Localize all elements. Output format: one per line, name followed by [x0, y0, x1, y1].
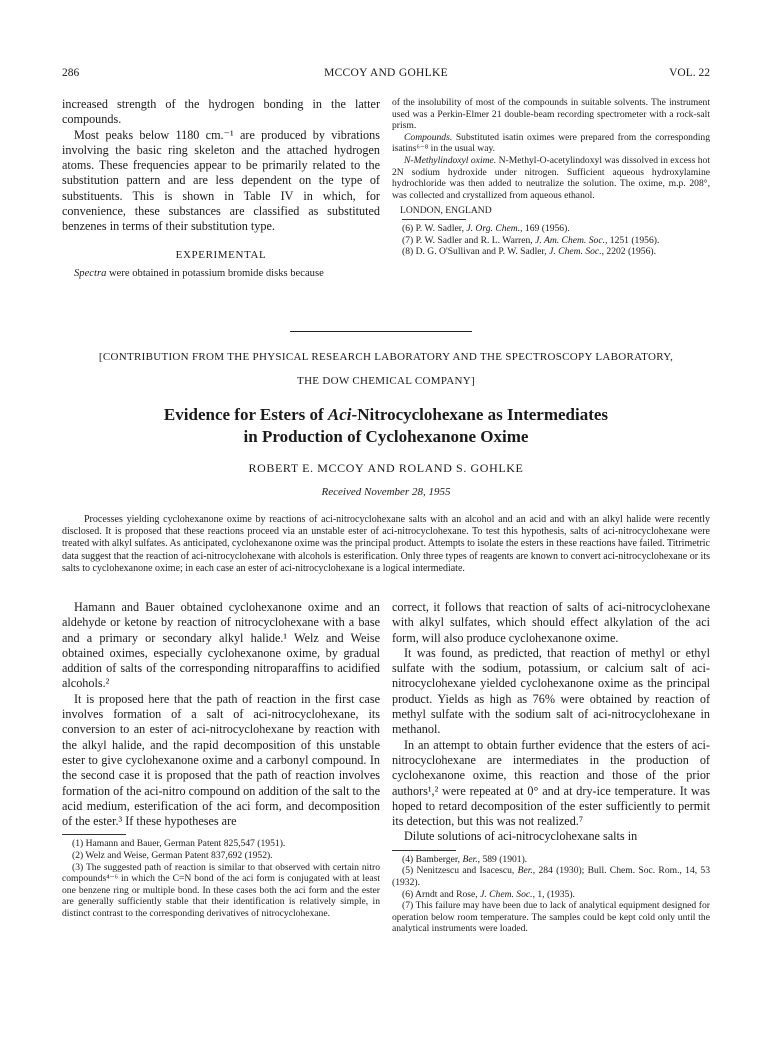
footnote-item: (3) The suggested path of reaction is similar to that observed with certain nitro compounds⁴⁻⁶ in which the C=N bond of the aci form is conjugated with at least one benzene ring or multiple bond. In these cases both the aci form and the ester are generally sufficiently stable that their identification is relatively simple, in distinct contrast to the corresponding derivatives of nitrocyclohexane. [62, 861, 380, 920]
methylindoxyl-text: N-Methyl-O-acetylindoxyl was dissolved in excess hot 2N sodium hydroxide under nitrogen. Sufficient aqueous hydroxylamine hydrochloride was then added to neutralize the solution. The oxime, m.p. 208°, was collected and crystallized from aqueous ethanol. [392, 154, 711, 201]
experimental-heading: EXPERIMENTAL [175, 248, 267, 261]
reference-item: (7) P. W. Sadler and R. L. Warren, J. Am. Chem. Soc., 1251 (1956). [402, 234, 660, 246]
paragraph: In an attempt to obtain further evidence that the esters of aci-nitrocyclohexane are intermediates in the production of cyclohexanone oxime, this reaction and those of the prior authors¹,² were repeated at 0° and at dry-ice temperature. It was hoped to retard decomposition of the ester sufficiently to permit its detection, but this was not realized.⁷ [392, 737, 710, 829]
references-rule [402, 219, 466, 220]
paragraph: Most peaks below 1180 cm.⁻¹ are produced by vibrations involving the basic ring skeleton and the attached hydrogen atoms. These frequencies appear to be primarily related to the substitution pattern and are less dependent on the type of substituents. This is shown in Table IV in which, for convenience, these substances are classified as substituted benzenes in terms of their substitution type. [62, 127, 380, 234]
paragraph: It was found, as predicted, that reaction of methyl or ethyl sulfate with the sodium, potassium, or calcium salt of aci-nitrocyclohexane yielded cyclohexanone oxime as the principal product. Yields as high as 76% were obtained by reaction of methyl sulfate with the sodium salt of aci-nitrocyclohexane in methanol. [392, 645, 710, 737]
compounds-term: Compounds. [404, 131, 453, 143]
footnote-item: (2) Welz and Weise, German Patent 837,692 (1952). [72, 850, 273, 862]
author-conjunction: AND [367, 461, 396, 475]
contribution-line: THE DOW CHEMICAL COMPANY] [297, 375, 475, 387]
received-date: Received November 28, 1955 [321, 486, 451, 498]
footnote-rule [392, 850, 456, 851]
article-left-column [62, 600, 380, 920]
footnote-rule [62, 834, 126, 835]
paragraph [392, 155, 710, 201]
paragraph: Hamann and Bauer obtained cyclohexanone oxime and an aldehyde or ketone by reaction of nitrocyclohexane with a base and a primary or secondary alkyl halide.¹ Welz and Weise obtained oximes, especially cyclohexanone oxime, by gradual addition of salts of the corresponding nitroparaffins to acidified alcohols.² [62, 600, 380, 691]
paragraph: It is proposed here that the path of reaction in the first case involves formation of a salt of aci-nitrocyclohexane, its conversion to an ester of aci-nitrocyclohexane by reaction with the alkyl halide, and the rapid decomposition of this unstable ester to give cyclohexanone oxime and a carbonyl compound. In the second case it is proposed that the path of reaction involves formation of the aci-nitro compound on addition of the salt to the acid medium, esterification of the aci form, and decomposition of the ester.³ If these hypotheses are [62, 691, 380, 829]
paragraph: correct, it follows that reaction of salts of aci-nitrocyclohexane with alkyl sulfates, which should effect alkylation of the aci form, will also produce cyclohexanone oxime. [392, 600, 710, 645]
paragraph [392, 132, 710, 155]
footnote-item: (5) Nenitzescu and Isacescu, Ber., 284 (1930); Bull. Chem. Soc. Rom., 14, 53 (1932). [392, 865, 710, 888]
running-head-authors: MCCOY AND GOHLKE [324, 67, 448, 79]
prev-article-right-column [392, 97, 710, 258]
paragraph [62, 267, 380, 280]
contribution-line: [CONTRIBUTION FROM THE PHYSICAL RESEARCH LABORATORY AND THE SPECTROSCOPY LABORATORY, [98, 351, 674, 363]
reference-item: (6) P. W. Sadler, J. Org. Chem., 169 (1956). [402, 222, 570, 234]
author-byline [62, 461, 710, 476]
page-number: 286 [62, 67, 80, 79]
article-right-column [392, 600, 710, 935]
spectra-text: were obtained in potassium bromide disks because [106, 267, 324, 279]
location: LONDON, ENGLAND [400, 205, 492, 217]
spectra-term: Spectra [74, 267, 107, 279]
author-name: ROBERT E. MCCOY [248, 461, 364, 475]
section-divider [290, 331, 472, 332]
paragraph: of the insolubility of most of the compounds in suitable solvents. The instrument used was a Perkin-Elmer 21 double-beam recording spectrometer with a rock-salt prism. [392, 97, 710, 132]
author-name: ROLAND S. GOHLKE [398, 461, 524, 475]
prev-article-left-column [62, 97, 380, 280]
reference-item: (8) D. G. O'Sullivan and P. W. Sadler, J. Chem. Soc., 2202 (1956). [402, 246, 656, 258]
footnote-item: (4) Bamberger, Ber., 589 (1901). [402, 853, 528, 865]
footnote-item: (1) Hamann and Bauer, German Patent 825,547 (1951). [72, 838, 286, 850]
abstract: Processes yielding cyclohexanone oxime by reactions of aci-nitrocyclohexane salts with an alcohol and an acid and with an alkyl halide were recently disclosed. It is proposed that these reactions proceed via an unstable ester of aci-nitrocyclohexane. To test this hypothesis, salts of aci-nitrocyclohexane were treated with alkyl sulfates. As anticipated, cyclohexanone oxime was the principal product. Attempts to isolate the esters in these reactions have failed. Titrimetric data suggest that the reaction of aci-nitrocyclohexane with alcohols is esterification. Only three types of reagents are known to convert aci-nitrocyclohexane or its salts to cyclohexanone oxime; in each case an ester of aci-nitrocyclohexane is a logical intermediate. [62, 514, 710, 574]
paragraph: Dilute solutions of aci-nitrocyclohexane salts in [404, 829, 638, 844]
footnote-item: (7) This failure may have been due to lack of analytical equipment designed for operation below room temperature. The samples could be kept cold only until the analytical instruments were loaded. [392, 900, 710, 935]
paragraph: increased strength of the hydrogen bonding in the latter compounds. [62, 97, 380, 127]
footnote-item: (6) Arndt and Rose, J. Chem. Soc., 1, (1935). [402, 888, 575, 900]
volume-label: VOL. 22 [669, 67, 710, 79]
compounds-text: Substituted isatin oximes were prepared from the corresponding isatins⁶⁻⁸ in the usual way. [392, 131, 710, 155]
footnotes [392, 854, 710, 935]
footnotes [62, 838, 380, 919]
running-header [62, 67, 710, 83]
methylindoxyl-term: N-Methylindoxyl oxime. [404, 154, 497, 166]
article-title: Evidence for Esters of Aci-Nitrocyclohexane as Intermediates in Production of Cyclohexanone Oxime [163, 405, 609, 446]
